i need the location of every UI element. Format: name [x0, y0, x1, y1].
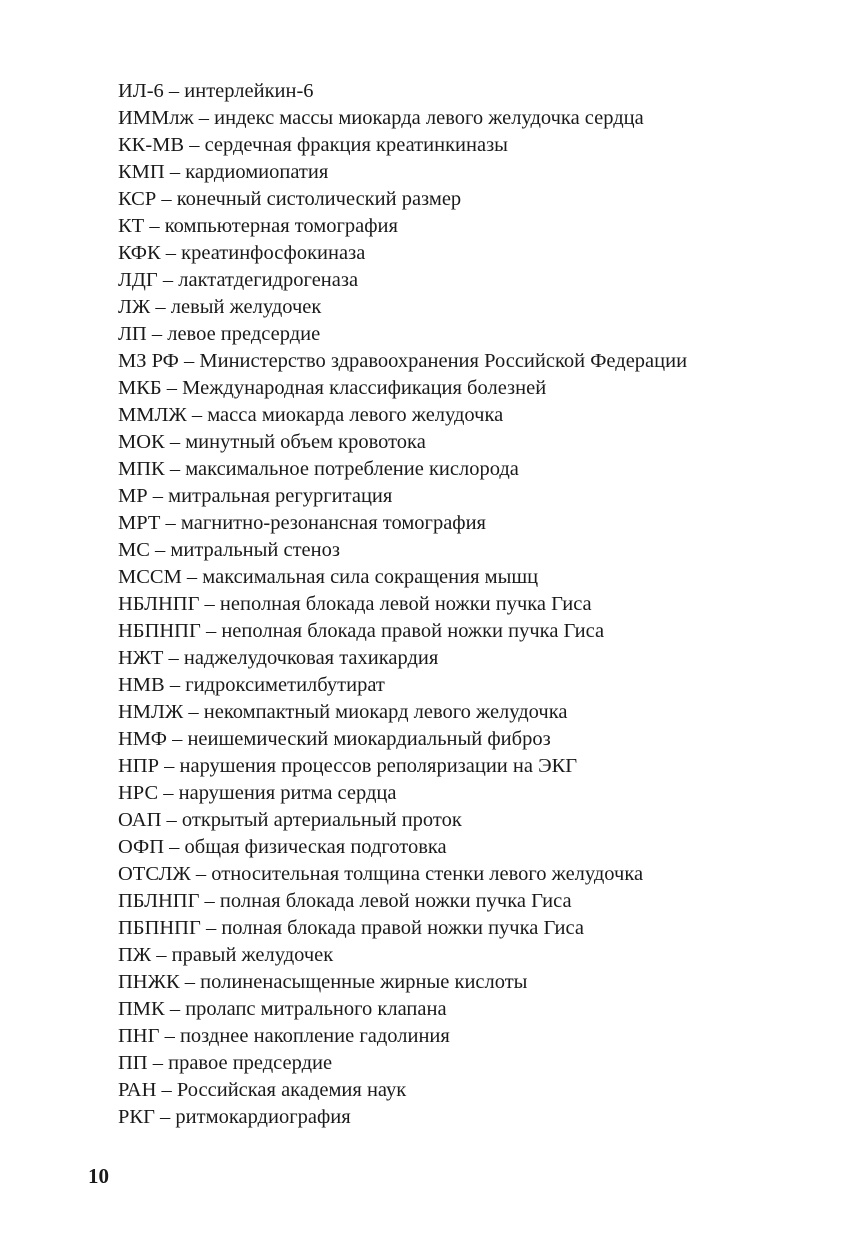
- abbreviation-item: ПЖ – правый желудочек: [118, 944, 334, 966]
- abbreviation-item: ПП – правое предсердие: [118, 1052, 333, 1074]
- abbreviation-item: ЛДГ – лактатдегидрогеназа: [118, 269, 359, 291]
- abbreviation-item: КСР – конечный систолический размер: [118, 188, 462, 210]
- abbreviation-item: НРС – нарушения ритма сердца: [118, 782, 397, 804]
- abbreviation-item: ИЛ-6 – интерлейкин-6: [118, 80, 314, 102]
- abbreviation-item: МР – митральная регургитация: [118, 485, 393, 507]
- abbreviation-item: ПМК – пролапс митрального клапана: [118, 998, 447, 1020]
- abbreviation-item: НМВ – гидроксиметилбутират: [118, 674, 385, 696]
- abbreviation-list: [118, 78, 687, 1131]
- abbreviation-item: ПНЖК – полиненасыщенные жирные кислоты: [118, 971, 528, 993]
- abbreviation-item: МССМ – максимальная сила сокращения мышц: [118, 566, 539, 588]
- abbreviation-item: МПК – максимальное потребление кислорода: [118, 458, 519, 480]
- abbreviation-item: КК-МВ – сердечная фракция креатинкиназы: [118, 134, 508, 156]
- page-number: 10: [88, 1164, 109, 1188]
- abbreviation-item: КТ – компьютерная томография: [118, 215, 398, 237]
- abbreviation-item: МРТ – магнитно-резонансная томография: [118, 512, 486, 534]
- abbreviation-item: ММЛЖ – масса миокарда левого желудочка: [118, 404, 504, 426]
- abbreviation-item: НМФ – неишемический миокардиальный фиброз: [118, 728, 551, 750]
- abbreviation-item: ОТСЛЖ – относительная толщина стенки левого желудочка: [118, 863, 644, 885]
- abbreviation-item: ОАП – открытый артериальный проток: [118, 809, 462, 831]
- abbreviation-item: МС – митральный стеноз: [118, 539, 340, 561]
- abbreviation-item: НПР – нарушения процессов реполяризации на ЭКГ: [118, 755, 578, 777]
- abbreviation-item: НЖТ – наджелудочковая тахикардия: [118, 647, 439, 669]
- abbreviation-item: КМП – кардиомиопатия: [118, 161, 329, 183]
- abbreviation-item: РАН – Российская академия наук: [118, 1079, 407, 1101]
- abbreviation-item: НМЛЖ – некомпактный миокард левого желудочка: [118, 701, 568, 723]
- abbreviation-item: ИММлж – индекс массы миокарда левого желудочка сердца: [118, 107, 644, 129]
- abbreviation-item: МОК – минутный объем кровотока: [118, 431, 426, 453]
- abbreviation-item: ПБЛНПГ – полная блокада левой ножки пучка Гиса: [118, 890, 572, 912]
- abbreviation-item: НБЛНПГ – неполная блокада левой ножки пучка Гиса: [118, 593, 592, 615]
- abbreviation-item: МКБ – Международная классификация болезней: [118, 377, 547, 399]
- abbreviation-item: МЗ РФ – Министерство здравоохранения Российской Федерации: [118, 350, 688, 372]
- abbreviation-item: КФК – креатинфосфокиназа: [118, 242, 366, 264]
- abbreviation-item: ПНГ – позднее накопление гадолиния: [118, 1025, 450, 1047]
- abbreviation-item: РКГ – ритмокардиография: [118, 1106, 351, 1128]
- abbreviation-item: ОФП – общая физическая подготовка: [118, 836, 447, 858]
- abbreviation-item: ПБПНПГ – полная блокада правой ножки пучка Гиса: [118, 917, 584, 939]
- abbreviation-item: ЛЖ – левый желудочек: [118, 296, 322, 318]
- abbreviation-item: НБПНПГ – неполная блокада правой ножки пучка Гиса: [118, 620, 605, 642]
- abbreviation-item: ЛП – левое предсердие: [118, 323, 321, 345]
